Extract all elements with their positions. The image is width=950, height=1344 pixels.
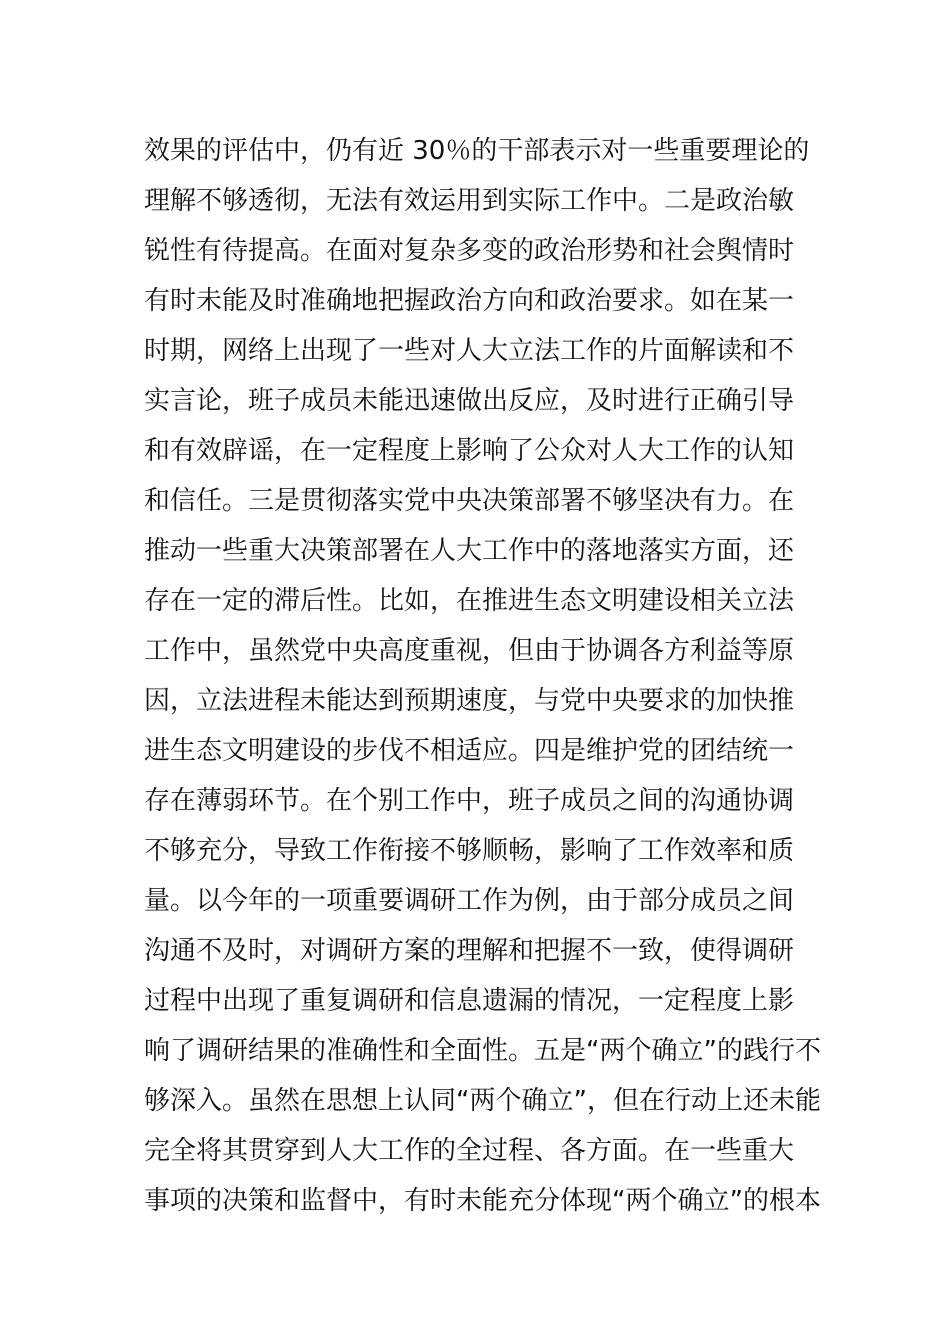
text-line-5: 时期，网络上出现了一些对人大立法工作的片面解读和不 bbox=[144, 336, 795, 366]
text-line-16: 量。以今年的一项重要调研工作为例，由于部分成员之间 bbox=[144, 886, 795, 916]
text-line-19: 响了调研结果的准确性和全面性。五是“两个确立”的践行不 bbox=[144, 1036, 821, 1066]
text-line-8: 和信任。三是贯彻落实党中央决策部署不够坚决有力。在 bbox=[144, 486, 795, 516]
text-line-4: 有时未能及时准确地把握政治方向和政治要求。如在某一 bbox=[144, 286, 795, 316]
text-line-2: 理解不够透彻，无法有效运用到实际工作中。二是政治敏 bbox=[144, 186, 795, 216]
text-line-12: 因，立法进程未能达到预期速度，与党中央要求的加快推 bbox=[144, 686, 795, 716]
body-text bbox=[144, 126, 824, 1226]
text-line-13: 进生态文明建设的步伐不相适应。四是维护党的团结统一 bbox=[144, 736, 795, 766]
text-line-11: 工作中，虽然党中央高度重视，但由于协调各方利益等原 bbox=[144, 636, 795, 666]
text-line-14: 存在薄弱环节。在个别工作中，班子成员之间的沟通协调 bbox=[144, 786, 795, 816]
text-line-9: 推动一些重大决策部署在人大工作中的落地落实方面，还 bbox=[144, 536, 795, 566]
text-line-20: 够深入。虽然在思想上认同“两个确立”，但在行动上还未能 bbox=[144, 1086, 821, 1116]
text-line-22: 事项的决策和监督中，有时未能充分体现“两个确立”的根本 bbox=[144, 1186, 821, 1216]
text-line-6: 实言论，班子成员未能迅速做出反应，及时进行正确引导 bbox=[144, 386, 795, 416]
text-line-18: 过程中出现了重复调研和信息遗漏的情况，一定程度上影 bbox=[144, 986, 795, 1016]
text-line-15: 不够充分，导致工作衔接不够顺畅，影响了工作效率和质 bbox=[144, 836, 795, 866]
text-line-10: 存在一定的滞后性。比如，在推进生态文明建设相关立法 bbox=[144, 586, 795, 616]
text-line-17: 沟通不及时，对调研方案的理解和把握不一致，使得调研 bbox=[144, 936, 795, 966]
text-line-3: 锐性有待提高。在面对复杂多变的政治形势和社会舆情时 bbox=[144, 236, 795, 266]
text-line-1: 效果的评估中，仍有近 30％的干部表示对一些重要理论的 bbox=[144, 136, 810, 166]
text-line-7: 和有效辟谣，在一定程度上影响了公众对人大工作的认知 bbox=[144, 436, 795, 466]
text-line-21: 完全将其贯穿到人大工作的全过程、各方面。在一些重大 bbox=[144, 1136, 795, 1166]
